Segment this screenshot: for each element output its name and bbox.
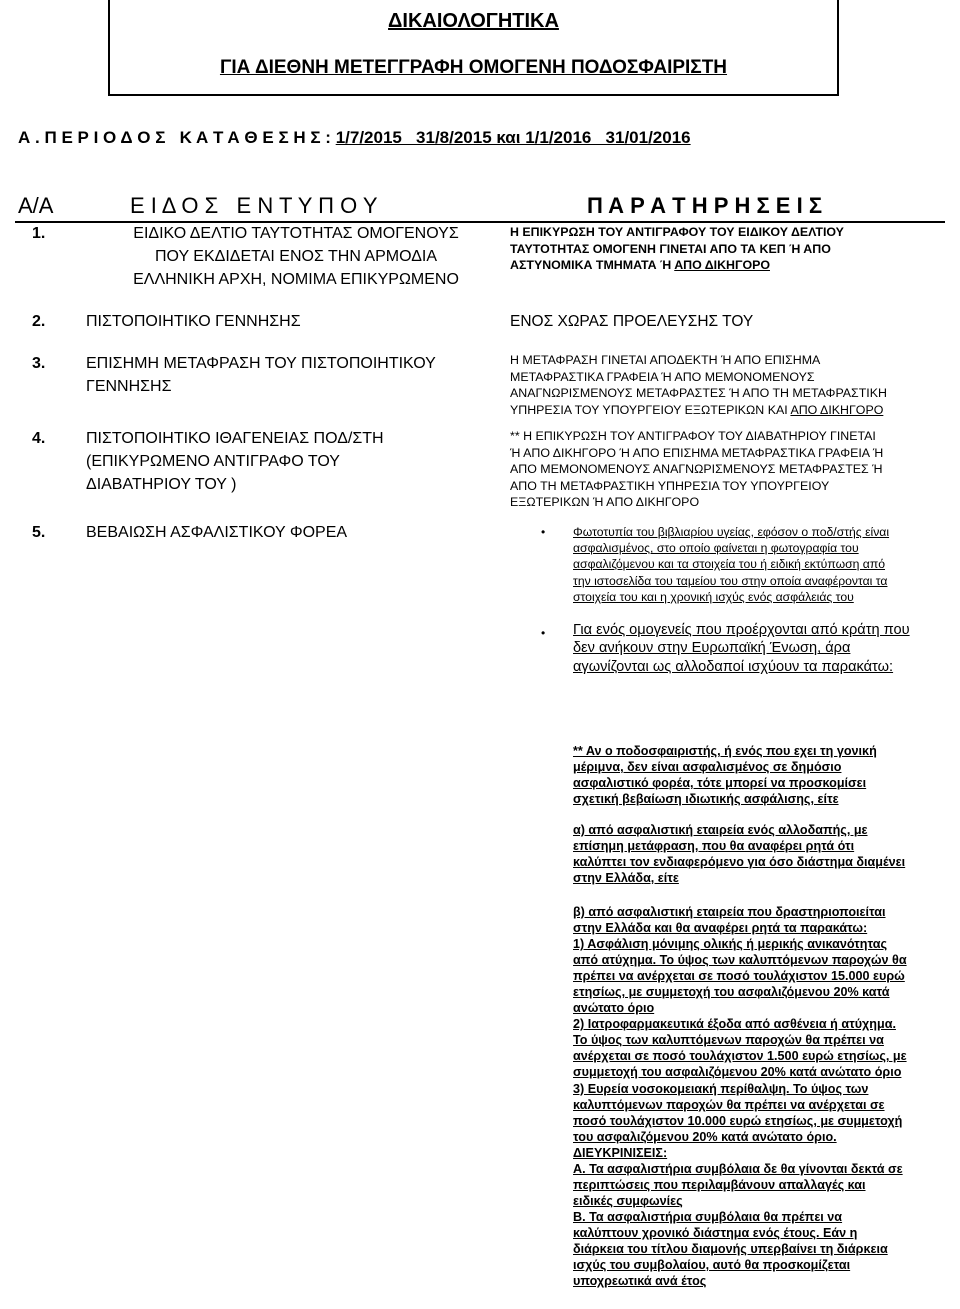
note-line: επίσημη μετάφραση, που θα αναφέρει ρητά ότι: [573, 839, 855, 854]
remark-line: ** Η ΕΠΙΚΥΡΩΣΗ ΤΟΥ ΑΝΤΙΓΡΑΦΟΥ ΤΟΥ ΔΙΑΒΑΤΗΡΙΟΥ ΓΙΝΕΤΑΙ: [510, 429, 876, 443]
remark-underlined: ΑΠΟ ΔΙΚΗΓΟΡΟ: [790, 402, 884, 417]
note-line: στην Ελλάδα, είτε: [573, 871, 679, 886]
note-line: Α. Τα ασφαλιστήρια συμβόλαια δε θα γίνονται δεκτά σε: [573, 1161, 903, 1176]
remark-line: [510, 402, 950, 419]
bullet-line: την ιστοσελίδα του ταμείου του στην οποία αναφέρονται τα: [573, 573, 888, 588]
remark-line: ΑΝΑΓΝΩΡΙΣΜΕΝΟΥΣ ΜΕΤΑΦΡΑΣΤΕΣ Ή ΑΠΟ ΤΗ ΜΕΤΑΦΡΑΣΤΙΚΗ: [510, 386, 887, 400]
item-line: ΕΠΙΣΗΜΗ ΜΕΤΑΦΡΑΣΗ ΤΟΥ ΠΙΣΤΟΠΟΙΗΤΙΚΟΥ: [86, 355, 436, 372]
remark-line: Η ΕΠΙΚΥΡΩΣΗ ΤΟΥ ΑΝΤΙΓΡΑΦΟΥ ΤΟΥ ΕΙΔΙΚΟΥ ΔΕΛΤΙΟΥ: [510, 225, 844, 239]
note-line: περιπτώσεις που περιλαμβάνουν απαλλαγές και: [573, 1177, 866, 1192]
note-line: σχετική βεβαίωση ιδιωτικής ασφάλισης, είτε: [573, 792, 839, 807]
remark-line: Η ΜΕΤΑΦΡΑΣΗ ΓΙΝΕΤΑΙ ΑΠΟΔΕΚΤΗ Ή ΑΠΟ ΕΠΙΣΗΜΑ: [510, 353, 821, 367]
col-header-type: Ε Ι Δ Ο Σ Ε Ν Τ Υ Π Ο Υ: [130, 193, 378, 218]
period-dates: 1/7/2015 31/8/2015 και 1/1/2016 31/01/2016: [335, 128, 691, 147]
note-line: καλυπτόμενων παροχών θα πρέπει να ανέρχεται σε: [573, 1097, 885, 1112]
item-5-title: ΒΕΒΑΙΩΣΗ ΑΣΦΑΛΙΣΤΙΚΟΥ ΦΟΡΕΑ: [86, 524, 348, 541]
item-1-remark: [510, 224, 940, 274]
page-title: ΔΙΚΑΙΟΛΟΓΗΤΙΚΑ: [388, 10, 559, 32]
notes-block-2: [573, 822, 953, 886]
remark-line: ΤΑΥΤΟΤΗΤΑΣ ΟΜΟΓΕΝΗ ΓΙΝΕΤΑΙ ΑΠΟ ΤΑ ΚΕΠ Ή ΑΠΟ: [510, 241, 831, 256]
remark-text: ΑΣΤΥΝΟΜΙΚΑ ΤΜΗΜΑΤΑ Ή: [510, 258, 675, 272]
note-line: ανώτατο όριο: [573, 1001, 655, 1016]
col-header-aa: Α/Α: [18, 193, 54, 218]
note-line: πρέπει να ανέρχεται σε ποσό τουλάχιστον 15.000 ευρώ: [573, 969, 905, 984]
item-line: ΠΙΣΤΟΠΟΙΗΤΙΚΟ ΙΘΑΓΕΝΕΙΑΣ ΠΟΔ/ΣΤΗ: [86, 430, 384, 447]
bullet-icon: •: [541, 626, 546, 640]
note-line: καλύπτουν χρονικό διάστημα ενός έτους. Εάν η: [573, 1225, 858, 1240]
note-line: καλύπτει τον ενδιαφερόμενο για όσο διάστημα διαμένει: [573, 855, 906, 870]
item-line: ΕΛΛΗΝΙΚΗ ΑΡΧΗ, ΝΟΜΙΜΑ ΕΠΙΚΥΡΩΜΕΝΟ: [133, 271, 459, 288]
bullet-line: δεν ανήκουν στην Ευρωπαϊκή Ένωση, άρα: [573, 640, 851, 657]
note-line: ** Αν ο ποδοσφαιριστής, ή ενός που εχει τη γονική: [573, 744, 877, 758]
remark-line: ΑΠΟ ΤΗ ΜΕΤΑΦΡΑΣΤΙΚΗ ΥΠΗΡΕΣΙΑ ΤΟΥ ΥΠΟΥΡΓΕΙΟΥ: [510, 478, 830, 493]
remark-line: ΕΞΩΤΕΡΙΚΩΝ Ή ΑΠΟ ΔΙΚΗΓΟΡΟ: [510, 495, 700, 509]
note-line: Το ύψος των καλυπτόμενων παροχών θα πρέπει να: [573, 1033, 884, 1048]
remark-line: ΜΕΤΑΦΡΑΣΤΙΚΑ ΓΡΑΦΕΙΑ Ή ΑΠΟ ΜΕΜΟΝΟΜΕΝΟΥΣ: [510, 369, 815, 384]
note-line: β) από ασφαλιστική εταιρεία που δραστηριοποιείται: [573, 905, 886, 919]
item-2-remark: ΕΝΟΣ ΧΩΡΑΣ ΠΡΟΕΛΕΥΣΗΣ ΤΟΥ: [510, 313, 754, 330]
note-line: ποσό τουλάχιστον 10.000 ευρώ ετησίως, με συμμετοχή: [573, 1113, 903, 1128]
note-line: Β. Τα ασφαλιστήρια συμβόλαια θα πρέπει να: [573, 1209, 843, 1224]
bullet-2-text: [573, 621, 953, 676]
period-label: Α . Π Ε Ρ Ι Ο Δ Ο Σ Κ Α Τ Α Θ Ε Σ Η Σ :: [18, 128, 336, 147]
item-line: (ΕΠΙΚΥΡΩΜΕΝΟ ΑΝΤΙΓΡΑΦΟ ΤΟΥ: [86, 453, 340, 470]
bullet-line: Φωτοτυπία του βιβλιαρίου υγείας, εφόσον ο ποδ/στής είναι: [573, 525, 890, 539]
item-number: 1.: [32, 225, 46, 242]
item-line: ΓΕΝΝΗΣΗΣ: [86, 378, 172, 395]
item-number: 4.: [32, 430, 46, 447]
note-line: α) από ασφαλιστική εταιρεία ενός αλλοδαπής, με: [573, 823, 868, 837]
note-line: μέριμνα, δεν είναι ασφαλισμένος σε δημόσιο: [573, 760, 842, 775]
note-line: στην Ελλάδα και θα αναφέρει ρητά τα παρακάτω:: [573, 921, 868, 936]
remark-line: [510, 257, 940, 274]
note-line: υποχρεωτικά ανά έτος: [573, 1274, 707, 1289]
item-line: ΠΟΥ ΕΚΔΙΔΕΤΑΙ ΕΝΟΣ ΤΗΝ ΑΡΜΟΔΙΑ: [154, 248, 438, 265]
remark-line: Ή ΑΠΟ ΔΙΚΗΓΟΡΟ Ή ΑΠΟ ΕΠΙΣΗΜΑ ΜΕΤΑΦΡΑΣΤΙΚΑ ΓΡΑΦΕΙΑ Ή: [510, 445, 884, 460]
remark-line: ΑΠΟ ΜΕΜΟΝΟΜΕΝΟΥΣ ΑΝΑΓΝΩΡΙΣΜΕΝΟΥΣ ΜΕΤΑΦΡΑΣΤΕΣ Ή: [510, 462, 883, 476]
note-line: 1) Ασφάλιση μόνιμης ολικής ή μερικής ανικανότητας: [573, 937, 888, 952]
item-line: ΔΙΑΒΑΤΗΡΙΟΥ ΤΟΥ ): [86, 476, 237, 493]
item-1-title: [86, 222, 506, 291]
page-subtitle: ΓΙΑ ΔΙΕΘΝΗ ΜΕΤΕΓΓΡΑΦΗ ΟΜΟΓΕΝΗ ΠΟΔΟΣΦΑΙΡΙΣΤΗ: [219, 57, 728, 78]
remark-underlined: ΑΠΟ ΔΙΚΗΓΟΡΟ: [674, 258, 770, 272]
item-line: ΕΙΔΙΚΟ ΔΕΛΤΙΟ ΤΑΥΤΟΤΗΤΑΣ ΟΜΟΓΕΝΟΥΣ: [133, 225, 459, 242]
note-line: ασφαλιστικό φορέα, τότε μπορεί να προσκομίσει: [573, 776, 867, 791]
note-line: του ασφαλιζόμενου 20% κατά ανώτατο όριο.: [573, 1129, 837, 1144]
item-number: 3.: [32, 355, 46, 372]
col-header-remarks: Π Α Ρ Α Τ Η Ρ Η Σ Ε Ι Σ: [587, 193, 823, 218]
note-line: από ατύχημα. Το ύψος των καλυπτόμενων παροχών θα: [573, 953, 907, 968]
item-3-title: [86, 352, 436, 398]
bullet-line: ασφαλιζόμενου και τα στοιχεία του ή ειδική εκτύπωση από: [573, 557, 886, 572]
bullet-icon: •: [541, 525, 546, 539]
note-line: 3) Ευρεία νοσοκομειακή περίθαλψη. Το ύψος των: [573, 1081, 869, 1096]
note-line: ειδικές συμφωνίες: [573, 1193, 683, 1208]
item-2-title: ΠΙΣΤΟΠΟΙΗΤΙΚΟ ΓΕΝΝΗΣΗΣ: [86, 313, 301, 330]
note-line: ΔΙΕΥΚΡΙΝΙΣΕΙΣ:: [573, 1145, 668, 1160]
bullet-line: Για ενός ομογενείς που προέρχονται από κράτη που: [573, 622, 910, 638]
submission-period: [18, 128, 691, 148]
notes-block-1: [573, 743, 953, 807]
remark-text: ΥΠΗΡΕΣΙΑ ΤΟΥ ΥΠΟΥΡΓΕΙΟΥ ΕΞΩΤΕΡΙΚΩΝ ΚΑΙ: [510, 402, 791, 417]
bullet-line: ασφαλισμένος, στο οποίο φαίνεται η φωτογραφία του: [573, 541, 859, 556]
note-line: ανέρχεται σε ποσό τουλάχιστον 1.500 ευρώ ετησίως, με: [573, 1049, 907, 1064]
item-number: 5.: [32, 524, 46, 541]
note-line: διάρκεια του τίτλου διαμονής υπερβαίνει τη διάρκεια: [573, 1241, 888, 1256]
note-line: 2) Ιατροφαρμακευτικά έξοδα από ασθένεια ή ατύχημα.: [573, 1017, 896, 1032]
bullet-line: στοιχεία του και η χρονική ισχύς ενός ασφάλειάς του: [573, 589, 854, 604]
notes-block-3: [573, 904, 953, 1289]
item-4-title: [86, 427, 384, 496]
item-4-remark: [510, 428, 950, 511]
item-number: 2.: [32, 313, 46, 330]
bullet-line: αγωνίζονται ως αλλοδαποί ισχύουν τα παρακάτω:: [573, 658, 894, 675]
bullet-1-text: [573, 524, 953, 605]
note-line: συμμετοχή του ασφαλιζόμενου 20% κατά ανώτατο όριο: [573, 1065, 902, 1080]
note-line: ετησίως, με συμμετοχή του ασφαλιζόμενου 20% κατά: [573, 985, 890, 1000]
item-3-remark: [510, 352, 950, 418]
note-line: ισχύς του συμβολαίου, αυτό θα προσκομίζεται: [573, 1258, 851, 1273]
